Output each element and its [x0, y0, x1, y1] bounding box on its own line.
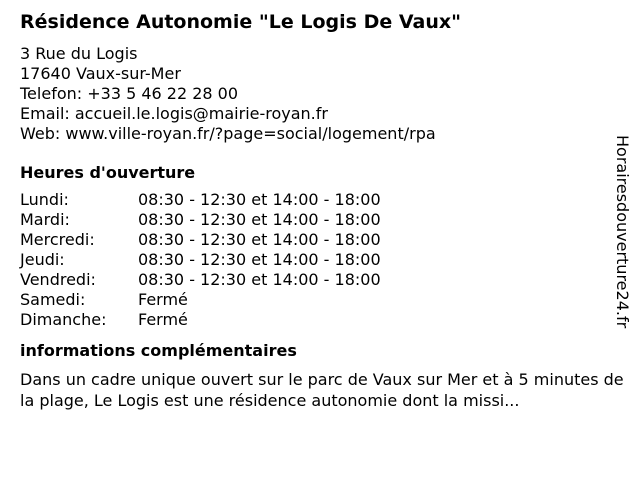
- hours-day: Mardi:: [20, 210, 70, 229]
- email-line: Email: accueil.le.logis@mairie-royan.fr: [20, 104, 328, 123]
- hours-row: [20, 230, 630, 250]
- info-heading: informations complémentaires: [20, 341, 297, 360]
- street-line: 3 Rue du Logis: [20, 44, 138, 63]
- hours-heading: Heures d'ouverture: [20, 163, 196, 182]
- hours-day: Vendredi:: [20, 270, 96, 289]
- hours-time: 08:30 - 12:30 et 14:00 - 18:00: [138, 270, 381, 289]
- hours-row: [20, 310, 630, 330]
- description-text: Dans un cadre unique ouvert sur le parc de Vaux sur Mer et à 5 minutes de la plage, Le Logis est une résidence autonomie dont la missi...: [20, 370, 624, 410]
- hours-time: 08:30 - 12:30 et 14:00 - 18:00: [138, 230, 381, 249]
- hours-day: Jeudi:: [20, 250, 65, 269]
- hours-row: [20, 190, 630, 210]
- hours-day: Dimanche:: [20, 310, 107, 329]
- hours-row: [20, 250, 630, 270]
- hours-row: [20, 210, 630, 230]
- hours-day: Samedi:: [20, 290, 86, 309]
- phone-line: Telefon: +33 5 46 22 28 00: [20, 84, 239, 103]
- hours-row: [20, 290, 630, 310]
- city-line: 17640 Vaux-sur-Mer: [20, 64, 181, 83]
- hours-time: 08:30 - 12:30 et 14:00 - 18:00: [138, 210, 381, 229]
- page-title: Résidence Autonomie "Le Logis De Vaux": [20, 11, 462, 33]
- listing-content: [20, 10, 630, 411]
- web-line: Web: www.ville-royan.fr/?page=social/logement/rpa: [20, 124, 436, 143]
- hours-day: Lundi:: [20, 190, 69, 209]
- site-watermark-link[interactable]: Horairesdouverture24.fr: [613, 135, 632, 329]
- hours-time: 08:30 - 12:30 et 14:00 - 18:00: [138, 190, 381, 209]
- hours-time: Fermé: [138, 290, 188, 309]
- hours-time: Fermé: [138, 310, 188, 329]
- hours-day: Mercredi:: [20, 230, 95, 249]
- address-block: [20, 44, 630, 144]
- hours-row: [20, 270, 630, 290]
- hours-time: 08:30 - 12:30 et 14:00 - 18:00: [138, 250, 381, 269]
- hours-table: [20, 190, 630, 330]
